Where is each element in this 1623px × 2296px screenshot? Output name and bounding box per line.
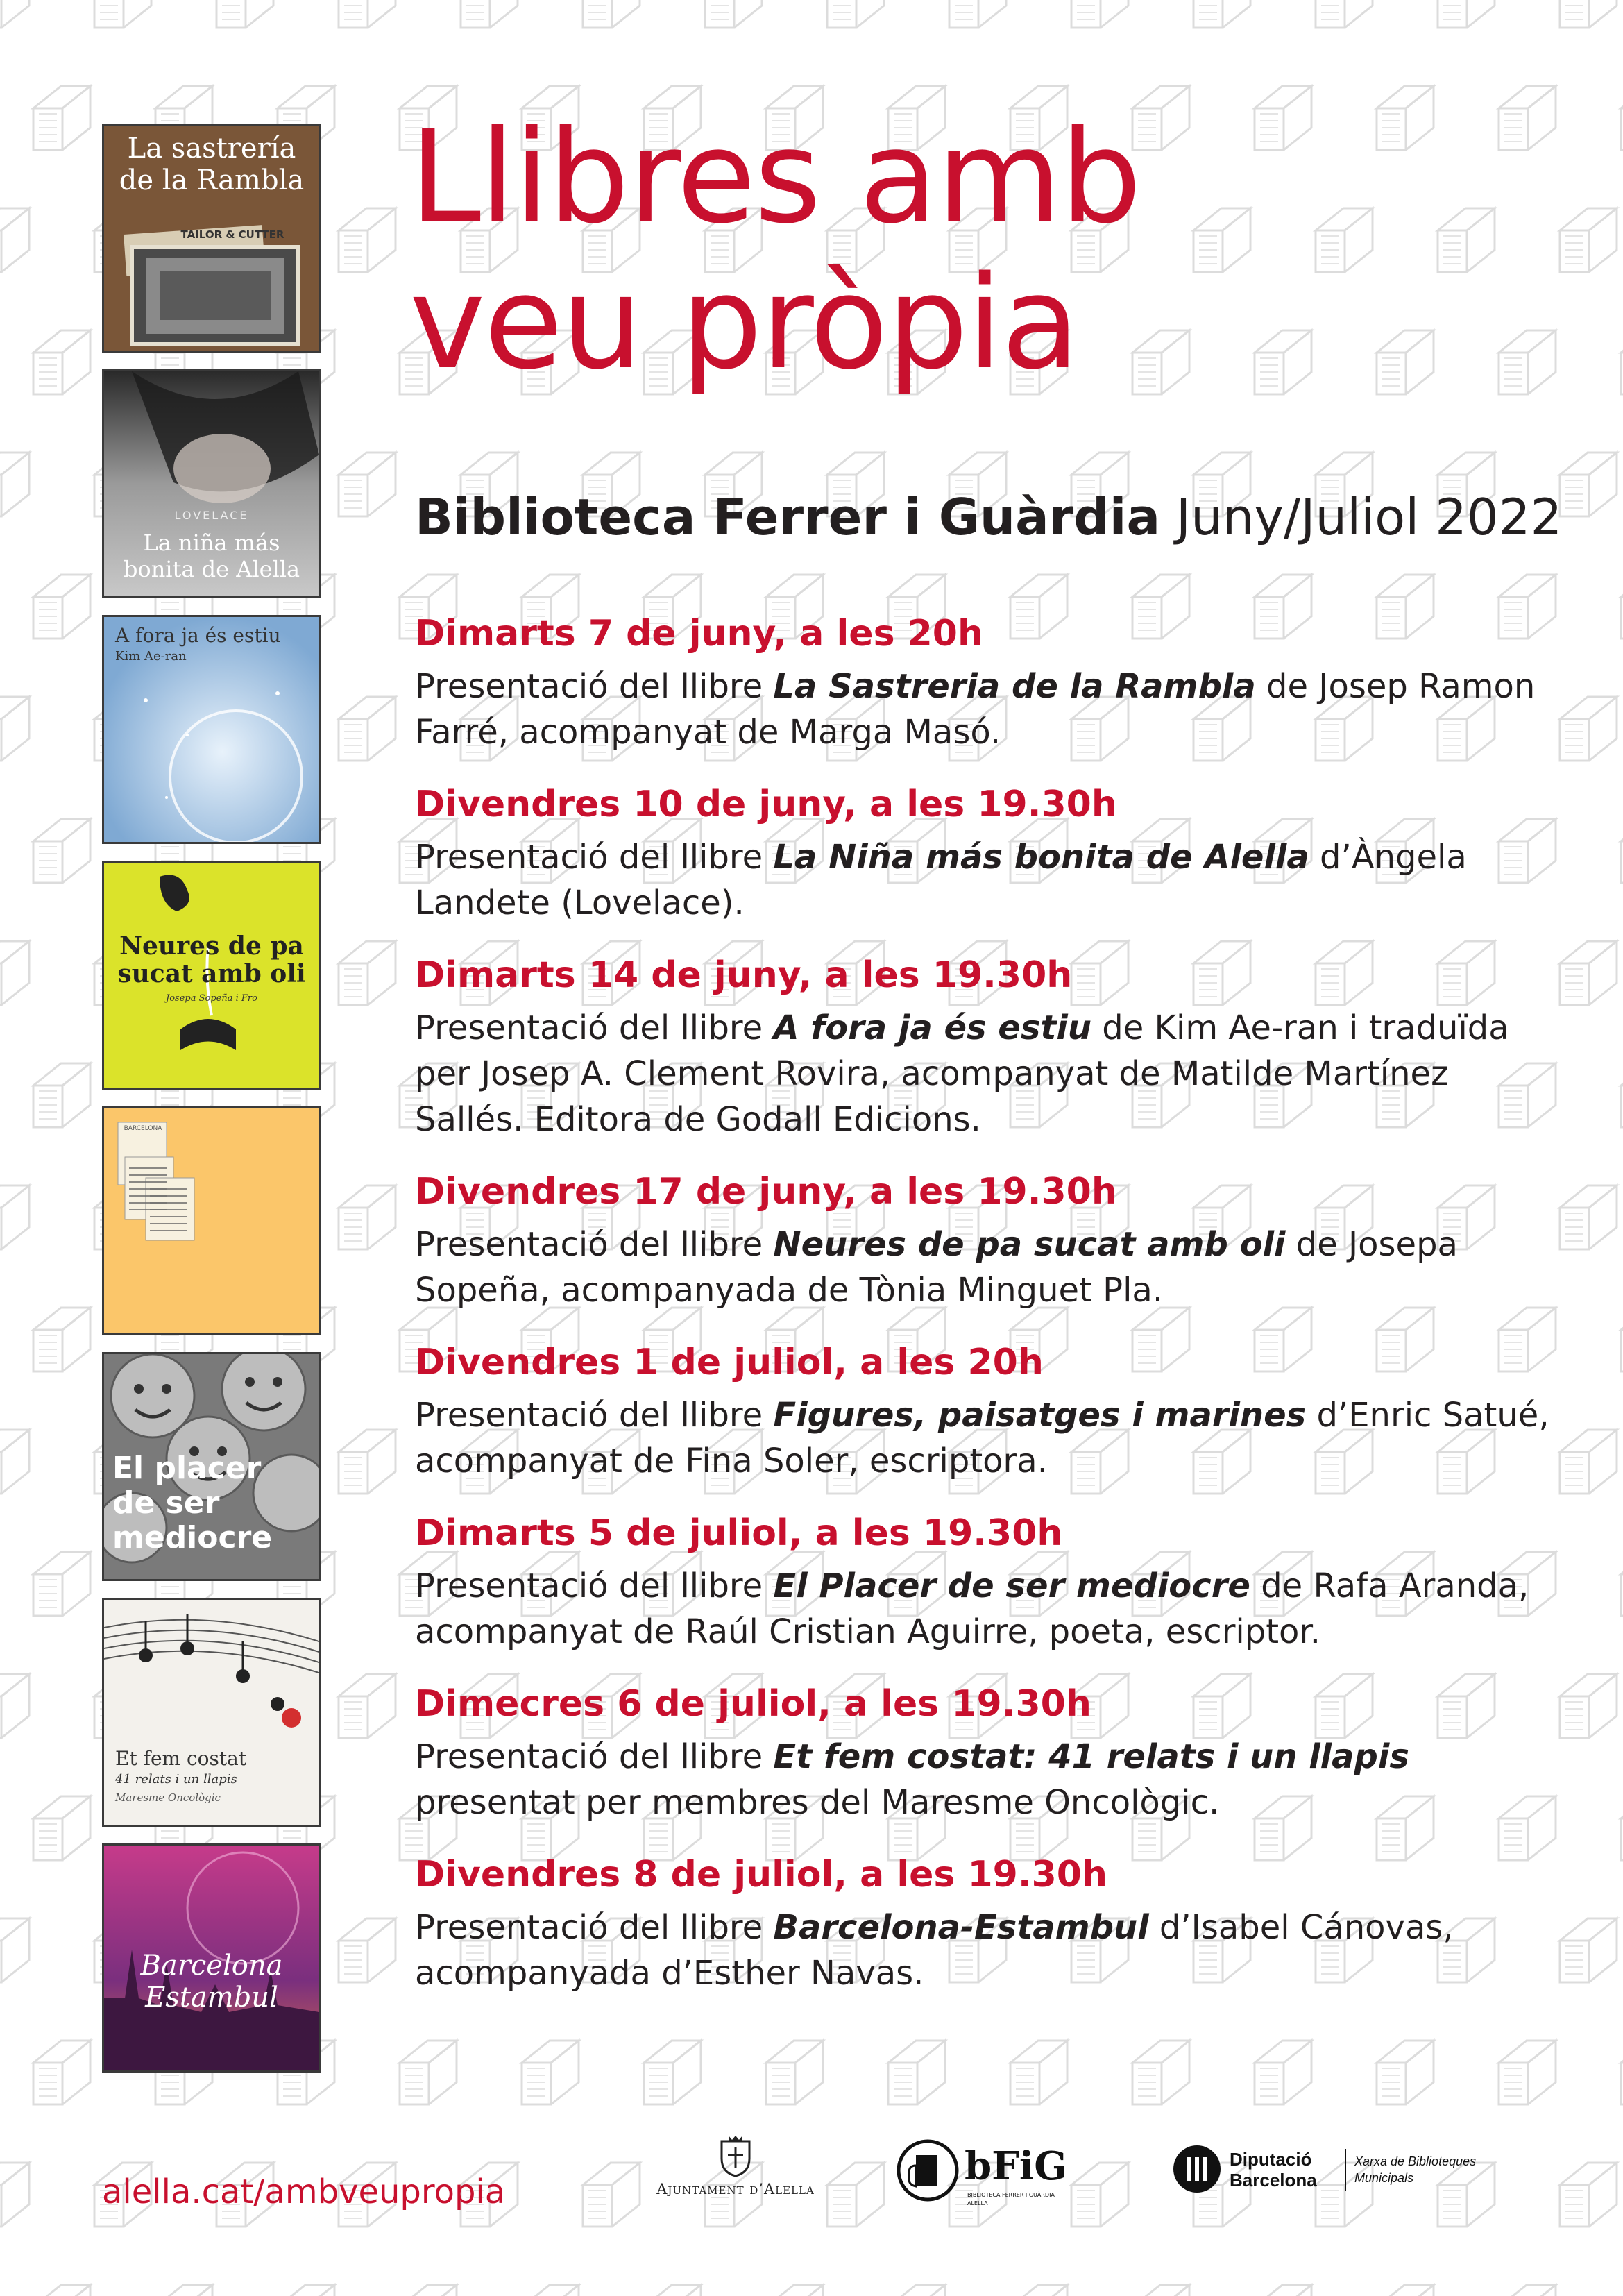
cover-label: BARCELONA bbox=[124, 1125, 162, 1132]
pattern-book-icon bbox=[33, 86, 90, 150]
events-list bbox=[415, 611, 1560, 2023]
pattern-book-icon bbox=[339, 1918, 396, 1982]
period: Juny/Juliol 2022 bbox=[1175, 488, 1563, 546]
pattern-book-icon bbox=[1560, 1430, 1617, 1494]
event-item bbox=[415, 782, 1560, 926]
pattern-book-icon bbox=[1316, 0, 1373, 28]
bfig-logo bbox=[895, 2138, 1117, 2214]
cover-neures bbox=[102, 861, 321, 1090]
bfig-subtitle-2: ALELLA bbox=[967, 2200, 988, 2206]
event-date: Divendres 8 de juliol, a les 19.30h bbox=[415, 1854, 1107, 1896]
event-description bbox=[415, 664, 1560, 755]
book-title: Barcelona-Estambul bbox=[773, 1908, 1149, 1947]
pattern-book-icon bbox=[33, 1063, 90, 1127]
event-suffix: d’Isabel Cánovas, acompanyada d’Esther Navas. bbox=[415, 1908, 1454, 1993]
pattern-book-icon bbox=[33, 575, 90, 639]
event-prefix: Presentació del llibre bbox=[415, 1225, 774, 1264]
event-prefix: Presentació del llibre bbox=[415, 1396, 774, 1435]
event-suffix: de Rafa Aranda, acompanyat de Raúl Cristian Aguirre, poeta, escriptor. bbox=[415, 1567, 1529, 1651]
event-item bbox=[415, 1852, 1560, 1996]
pattern-book-icon bbox=[522, 2041, 579, 2104]
event-item bbox=[415, 611, 1560, 755]
pattern-book-icon bbox=[94, 0, 151, 28]
event-item bbox=[415, 1681, 1560, 1825]
cover-nina bbox=[102, 369, 321, 598]
cover-title: Et fem costat bbox=[115, 1747, 247, 1770]
pattern-book-icon bbox=[1377, 2041, 1434, 2104]
event-description bbox=[415, 1905, 1560, 1996]
event-suffix: de Kim Ae-ran i traduïda per Josep A. Clement Rovira, acompanyat de Matilde Martínez Sallés. Editora de Godall Edicions. bbox=[415, 1008, 1509, 1139]
pattern-book-icon bbox=[0, 1918, 29, 1982]
event-suffix: de Josepa Sopeña, acompanyada de Tònia Minguet Pla. bbox=[415, 1225, 1458, 1310]
event-suffix: de Josep Ramon Farré, acompanyat de Marga Masó. bbox=[415, 667, 1536, 752]
cover-title-line-1: Neures de pa bbox=[119, 931, 304, 961]
event-date: Dimecres 6 de juliol, a les 19.30h bbox=[415, 1683, 1091, 1725]
diputacio-logo bbox=[1173, 2145, 1533, 2207]
pattern-book-icon bbox=[1560, 2163, 1617, 2227]
book-title: La Niña más bonita de Alella bbox=[773, 838, 1309, 877]
pattern-book-icon bbox=[339, 1185, 396, 1249]
cover-author: Kim Ae-ran bbox=[115, 649, 187, 664]
cover-title-line-1: La sastrería bbox=[127, 133, 296, 164]
event-description bbox=[415, 1563, 1560, 1655]
cover-placer bbox=[102, 1352, 321, 1581]
pattern-book-icon bbox=[583, 0, 640, 28]
pattern-book-icon bbox=[339, 941, 396, 1005]
pattern-book-icon bbox=[1377, 2285, 1434, 2296]
pattern-book-icon bbox=[888, 2041, 945, 2104]
cover-title bbox=[104, 932, 319, 988]
book-title: Figures, paisatges i marines bbox=[773, 1396, 1307, 1435]
diputacio-emblem-icon bbox=[1173, 2145, 1221, 2193]
pattern-book-icon bbox=[1560, 697, 1617, 761]
xarxa-line-1: Xarxa de Biblioteques bbox=[1354, 2154, 1477, 2168]
pattern-book-icon bbox=[1560, 208, 1617, 272]
event-prefix: Presentació del llibre bbox=[415, 1737, 774, 1776]
cover-title bbox=[104, 133, 319, 196]
cover-title-line-2: Estambul bbox=[145, 1982, 278, 2014]
cover-title-line-1: Barcelona bbox=[140, 1950, 283, 1982]
event-suffix: d’Àngela Landete (Lovelace). bbox=[415, 838, 1467, 922]
event-description bbox=[415, 1734, 1560, 1825]
event-date: Dimarts 7 de juny, a les 20h bbox=[415, 613, 983, 655]
title-line-1: Llibres amb bbox=[409, 102, 1141, 252]
event-description bbox=[415, 1005, 1560, 1142]
pattern-book-icon bbox=[0, 2163, 29, 2227]
pattern-book-icon bbox=[33, 2041, 90, 2104]
cover-title bbox=[112, 1451, 321, 1555]
subtitle bbox=[415, 486, 1563, 548]
cover-title bbox=[104, 1950, 319, 2014]
cover-author: Josepa Sopeña i Fro bbox=[166, 993, 257, 1004]
cover-sign: TAILOR & CUTTER bbox=[180, 228, 284, 241]
cover-author: Maresme Oncològic bbox=[115, 1791, 221, 1804]
cover-et-fem-costat bbox=[102, 1598, 321, 1827]
ajuntament-name: Ajuntament d’Alella bbox=[656, 2181, 815, 2197]
pattern-book-icon bbox=[1499, 2041, 1556, 2104]
diputacio-name-1: Diputació bbox=[1230, 2149, 1312, 2170]
website-link[interactable]: alella.cat/ambveupropia bbox=[102, 2172, 506, 2211]
xarxa-line-2: Municipals bbox=[1354, 2171, 1414, 2185]
diputacio-name-2: Barcelona bbox=[1230, 2170, 1317, 2191]
cover-title: A fora ja és estiu bbox=[115, 624, 281, 647]
bfig-wordmark: bFiG bbox=[965, 2143, 1068, 2189]
cover-title-line-2: de la Rambla bbox=[119, 164, 305, 196]
pattern-book-icon bbox=[33, 819, 90, 883]
pattern-book-icon bbox=[1132, 2285, 1189, 2296]
pattern-book-icon bbox=[827, 0, 884, 28]
event-date: Divendres 1 de juliol, a les 20h bbox=[415, 1342, 1044, 1383]
event-item bbox=[415, 1510, 1560, 1655]
cover-a-fora bbox=[102, 615, 321, 844]
pattern-book-icon bbox=[339, 1674, 396, 1738]
event-description bbox=[415, 1222, 1560, 1313]
cover-title-line-3: mediocre bbox=[112, 1520, 273, 1555]
pattern-book-icon bbox=[644, 2041, 701, 2104]
cover-title-line-2: sucat amb oli bbox=[117, 959, 306, 988]
pattern-book-icon bbox=[0, 941, 29, 1005]
pattern-book-icon bbox=[0, 1674, 29, 1738]
book-title: El Placer de ser mediocre bbox=[773, 1567, 1250, 1605]
pattern-book-icon bbox=[33, 2285, 90, 2296]
pattern-book-icon bbox=[1560, 1674, 1617, 1738]
pattern-book-icon bbox=[1071, 0, 1128, 28]
event-suffix: d’Enric Satué, acompanyat de Fina Soler, escriptora. bbox=[415, 1396, 1549, 1480]
pattern-book-icon bbox=[766, 2285, 823, 2296]
book-title: A fora ja és estiu bbox=[773, 1008, 1091, 1047]
pattern-book-icon bbox=[33, 1796, 90, 1860]
pattern-book-icon bbox=[1010, 2041, 1067, 2104]
bfig-subtitle: BIBLIOTECA FERRER I GUÀRDIA bbox=[967, 2192, 1055, 2198]
pattern-book-icon bbox=[0, 453, 29, 516]
pattern-book-icon bbox=[1560, 941, 1617, 1005]
cover-sastreria bbox=[102, 124, 321, 353]
library-name: Biblioteca Ferrer i Guàrdia bbox=[415, 488, 1161, 546]
pattern-book-icon bbox=[644, 2285, 701, 2296]
book-covers bbox=[102, 124, 324, 2089]
book-title: Et fem costat: 41 relats i un llapis bbox=[773, 1737, 1409, 1776]
pattern-book-icon bbox=[400, 2285, 457, 2296]
event-date: Divendres 17 de juny, a les 19.30h bbox=[415, 1171, 1117, 1213]
event-description bbox=[415, 1392, 1560, 1484]
pattern-book-icon bbox=[155, 2285, 212, 2296]
event-date: Divendres 10 de juny, a les 19.30h bbox=[415, 784, 1117, 825]
pattern-book-icon bbox=[1193, 0, 1250, 28]
pattern-book-icon bbox=[1255, 2041, 1311, 2104]
event-suffix: presentat per membres del Maresme Oncològic. bbox=[415, 1783, 1220, 1822]
pattern-book-icon bbox=[216, 0, 273, 28]
cover-title-line-2: bonita de Alella bbox=[123, 556, 300, 582]
cover-title-line-2: de ser bbox=[112, 1485, 220, 1521]
pattern-book-icon bbox=[0, 208, 29, 272]
cover-title-line-1: El placer bbox=[112, 1451, 262, 1486]
book-title: La Sastreria de la Rambla bbox=[773, 667, 1256, 706]
pattern-book-icon bbox=[33, 1552, 90, 1616]
pattern-book-icon bbox=[278, 2285, 334, 2296]
pattern-book-icon bbox=[1255, 2285, 1311, 2296]
pattern-book-icon bbox=[0, 0, 29, 28]
ajuntament-logo bbox=[624, 2134, 847, 2211]
pattern-book-icon bbox=[888, 2285, 945, 2296]
event-prefix: Presentació del llibre bbox=[415, 667, 774, 706]
pattern-book-icon bbox=[461, 0, 518, 28]
cover-title-line-1: La niña más bbox=[143, 530, 280, 556]
event-item bbox=[415, 1340, 1560, 1484]
pattern-book-icon bbox=[339, 697, 396, 761]
pattern-book-icon bbox=[33, 330, 90, 394]
event-description bbox=[415, 834, 1560, 926]
event-prefix: Presentació del llibre bbox=[415, 1908, 774, 1947]
logo-divider bbox=[1345, 2149, 1346, 2191]
pattern-book-icon bbox=[339, 0, 396, 28]
pattern-book-icon bbox=[522, 2285, 579, 2296]
event-date: Dimarts 14 de juny, a les 19.30h bbox=[415, 954, 1073, 996]
pattern-book-icon bbox=[949, 0, 1006, 28]
event-prefix: Presentació del llibre bbox=[415, 1567, 774, 1605]
cover-barcelona-estambul bbox=[102, 1843, 321, 2073]
bfig-emblem-icon bbox=[895, 2138, 961, 2204]
pattern-book-icon bbox=[339, 208, 396, 272]
pattern-book-icon bbox=[1560, 1185, 1617, 1249]
cover-author: LOVELACE bbox=[174, 509, 249, 522]
ajuntament-crest-icon bbox=[718, 2134, 753, 2177]
pattern-book-icon bbox=[339, 1430, 396, 1494]
cover-subtitle: 41 relats i un llapis bbox=[115, 1772, 237, 1787]
event-prefix: Presentació del llibre bbox=[415, 1008, 774, 1047]
event-item bbox=[415, 1169, 1560, 1313]
pattern-book-icon bbox=[400, 2041, 457, 2104]
pattern-book-icon bbox=[0, 1430, 29, 1494]
event-prefix: Presentació del llibre bbox=[415, 838, 774, 877]
pattern-book-icon bbox=[1010, 2285, 1067, 2296]
book-title: Neures de pa sucat amb oli bbox=[773, 1225, 1286, 1264]
cover-figures bbox=[102, 1106, 321, 1335]
pattern-book-icon bbox=[0, 697, 29, 761]
page-title bbox=[409, 104, 1554, 396]
pattern-book-icon bbox=[33, 1308, 90, 1371]
pattern-book-icon bbox=[705, 0, 762, 28]
pattern-book-icon bbox=[1560, 453, 1617, 516]
cover-title bbox=[104, 530, 319, 582]
pattern-book-icon bbox=[339, 453, 396, 516]
event-date: Dimarts 5 de juliol, a les 19.30h bbox=[415, 1512, 1063, 1554]
event-item bbox=[415, 952, 1560, 1142]
pattern-book-icon bbox=[0, 1185, 29, 1249]
pattern-book-icon bbox=[766, 2041, 823, 2104]
pattern-book-icon bbox=[1438, 0, 1495, 28]
pattern-book-icon bbox=[1560, 1918, 1617, 1982]
pattern-book-icon bbox=[1560, 0, 1617, 28]
title-line-2: veu pròpia bbox=[409, 248, 1079, 398]
pattern-book-icon bbox=[1132, 2041, 1189, 2104]
pattern-book-icon bbox=[1499, 2285, 1556, 2296]
